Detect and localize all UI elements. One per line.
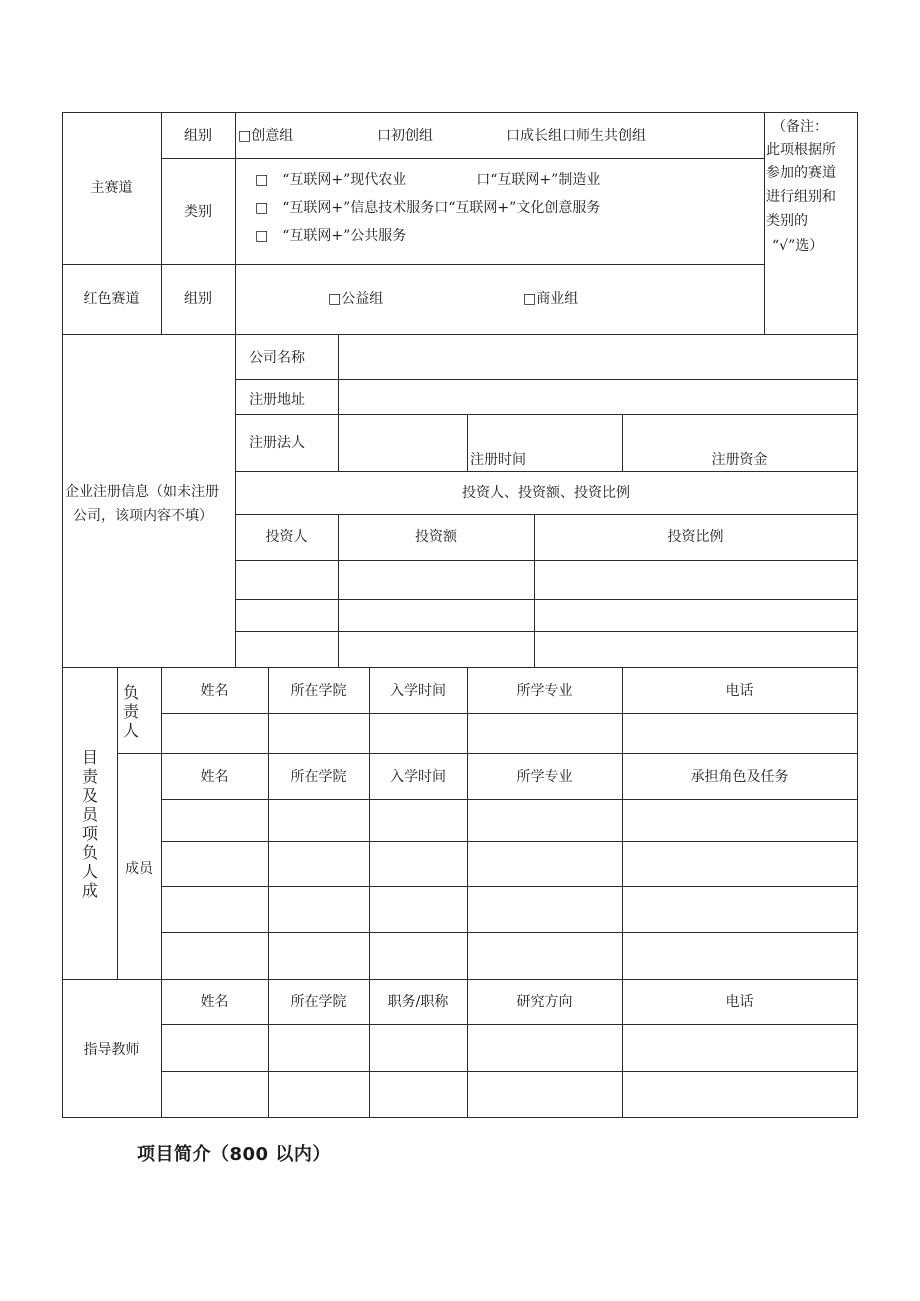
track-note-line: （备注： [772,119,828,135]
company-name-field[interactable] [339,335,857,379]
track-note-line: 类别的 [766,213,808,229]
red-group-option-commercial[interactable]: □商业组 [523,291,579,307]
member-major-header: 所学专业 [516,769,573,785]
registered-address-label: 注册地址 [249,392,305,408]
investor-column-header: 投资人 [265,529,308,545]
member-name-header: 姓名 [200,769,229,785]
main-category-option-line-1[interactable]: □ “互联网+”现代农业 口“互联网+”制造业 [255,172,601,188]
track-note-line: 参加的赛道 [766,165,836,181]
main-category-option-line-3[interactable]: □ “互联网+”公共服务 [255,228,407,244]
main-group-option-growth-cocreate[interactable]: 口成长组口师生共创组 [506,128,646,144]
advisor-research-header: 研究方向 [516,994,573,1010]
main-category-label: 类别 [184,204,212,220]
registered-capital-label: 注册资金 [711,452,768,468]
company-section-label: 公司，该项内容不填） [73,508,213,524]
track-note-line: 此项根据所 [766,142,836,158]
member-label: 成员 [125,861,153,877]
leader-major-header: 所学专业 [516,683,573,699]
red-group-label: 组别 [184,291,212,307]
red-group-option-public-welfare[interactable]: □公益组 [328,291,384,307]
leader-enrollment-header: 入学时间 [390,683,446,699]
main-group-label: 组别 [184,128,212,144]
main-group-option-startup[interactable]: 口初创组 [377,128,433,144]
advisor-phone-header: 电话 [725,994,754,1010]
legal-person-field[interactable] [339,415,467,471]
main-track-label: 主赛道 [90,180,133,196]
leader-phone-header: 电话 [725,683,754,699]
leader-college-header: 所在学院 [290,683,347,699]
registered-address-field[interactable] [339,380,857,414]
member-enrollment-header: 入学时间 [390,769,446,785]
legal-person-label: 注册法人 [249,435,305,451]
investment-amount-column-header: 投资额 [415,529,457,545]
leader-name-header: 姓名 [200,683,229,699]
main-group-option-creative[interactable]: □创意组 [238,128,294,144]
registration-time-label: 注册时间 [470,452,526,468]
company-section-label: 企业注册信息（如未注册 [65,484,219,500]
company-name-label: 公司名称 [249,350,305,366]
track-note-line: 进行组别和 [766,189,836,205]
member-college-header: 所在学院 [290,769,347,785]
advisor-college-header: 所在学院 [290,994,347,1010]
project-intro-title: 项目简介（800 以内） [137,1144,331,1165]
investment-header: 投资人、投资额、投资比例 [462,485,630,501]
member-role-header: 承担角色及任务 [690,769,789,785]
track-note-line: “√”选） [772,238,824,254]
advisor-title-header: 职务/职称 [387,994,449,1010]
main-category-option-line-2[interactable]: □ “互联网+”信息技术服务口“互联网+”文化创意服务 [255,200,601,216]
investment-ratio-column-header: 投资比例 [667,529,724,545]
advisor-label: 指导教师 [83,1042,140,1058]
red-track-label: 红色赛道 [83,291,140,307]
advisor-name-header: 姓名 [200,994,229,1010]
